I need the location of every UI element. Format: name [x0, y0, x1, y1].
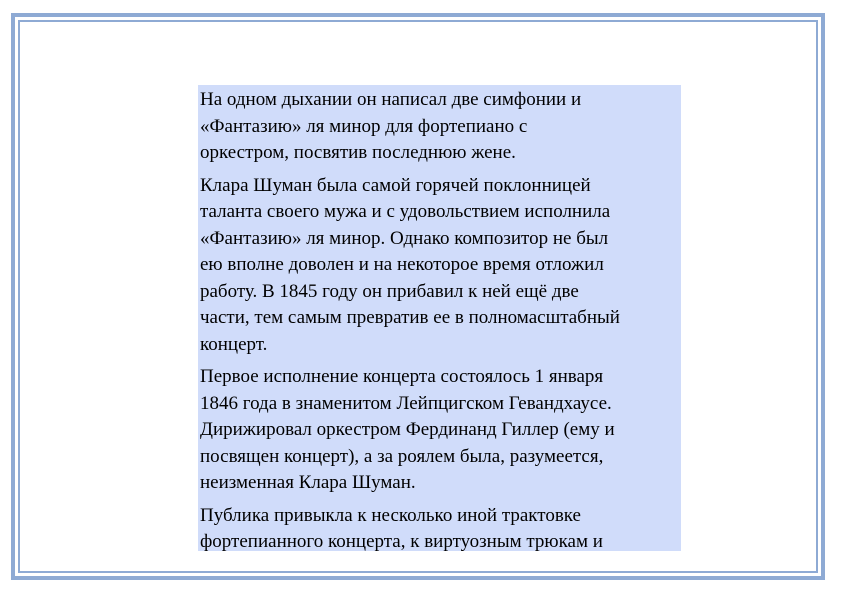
- paragraph-1: На одном дыхании он написал две симфонии и «Фантазию» ля минор для фортепиано с оркестром, посвятив последнюю жене.: [200, 89, 582, 163]
- text-box[interactable]: [198, 85, 681, 551]
- paragraph-3: Первое исполнение концерта состоялось 1 января 1846 года в знаменитом Лейпцигском Гевандхаусе. Дирижировал оркестром Фердинанд Гиллер (ему и посвящен концерт), а за роялем была, разумеется, неизменная Клара Шуман.: [200, 366, 615, 493]
- paragraph-2: Клара Шуман была самой горячей поклонницей таланта своего мужа и с удовольствием исполнила «Фантазию» ля минор. Однако композитор не был ею вполне доволен и на некоторое время отложил работу. В 1845 году он прибавил к ней ещё две части, тем самым превратив ее в полномасштабный концерт.: [200, 174, 620, 355]
- paragraph-4: Публика привыкла к несколько иной трактовке фортепианного концерта, к виртуозным трюкам и: [200, 504, 603, 551]
